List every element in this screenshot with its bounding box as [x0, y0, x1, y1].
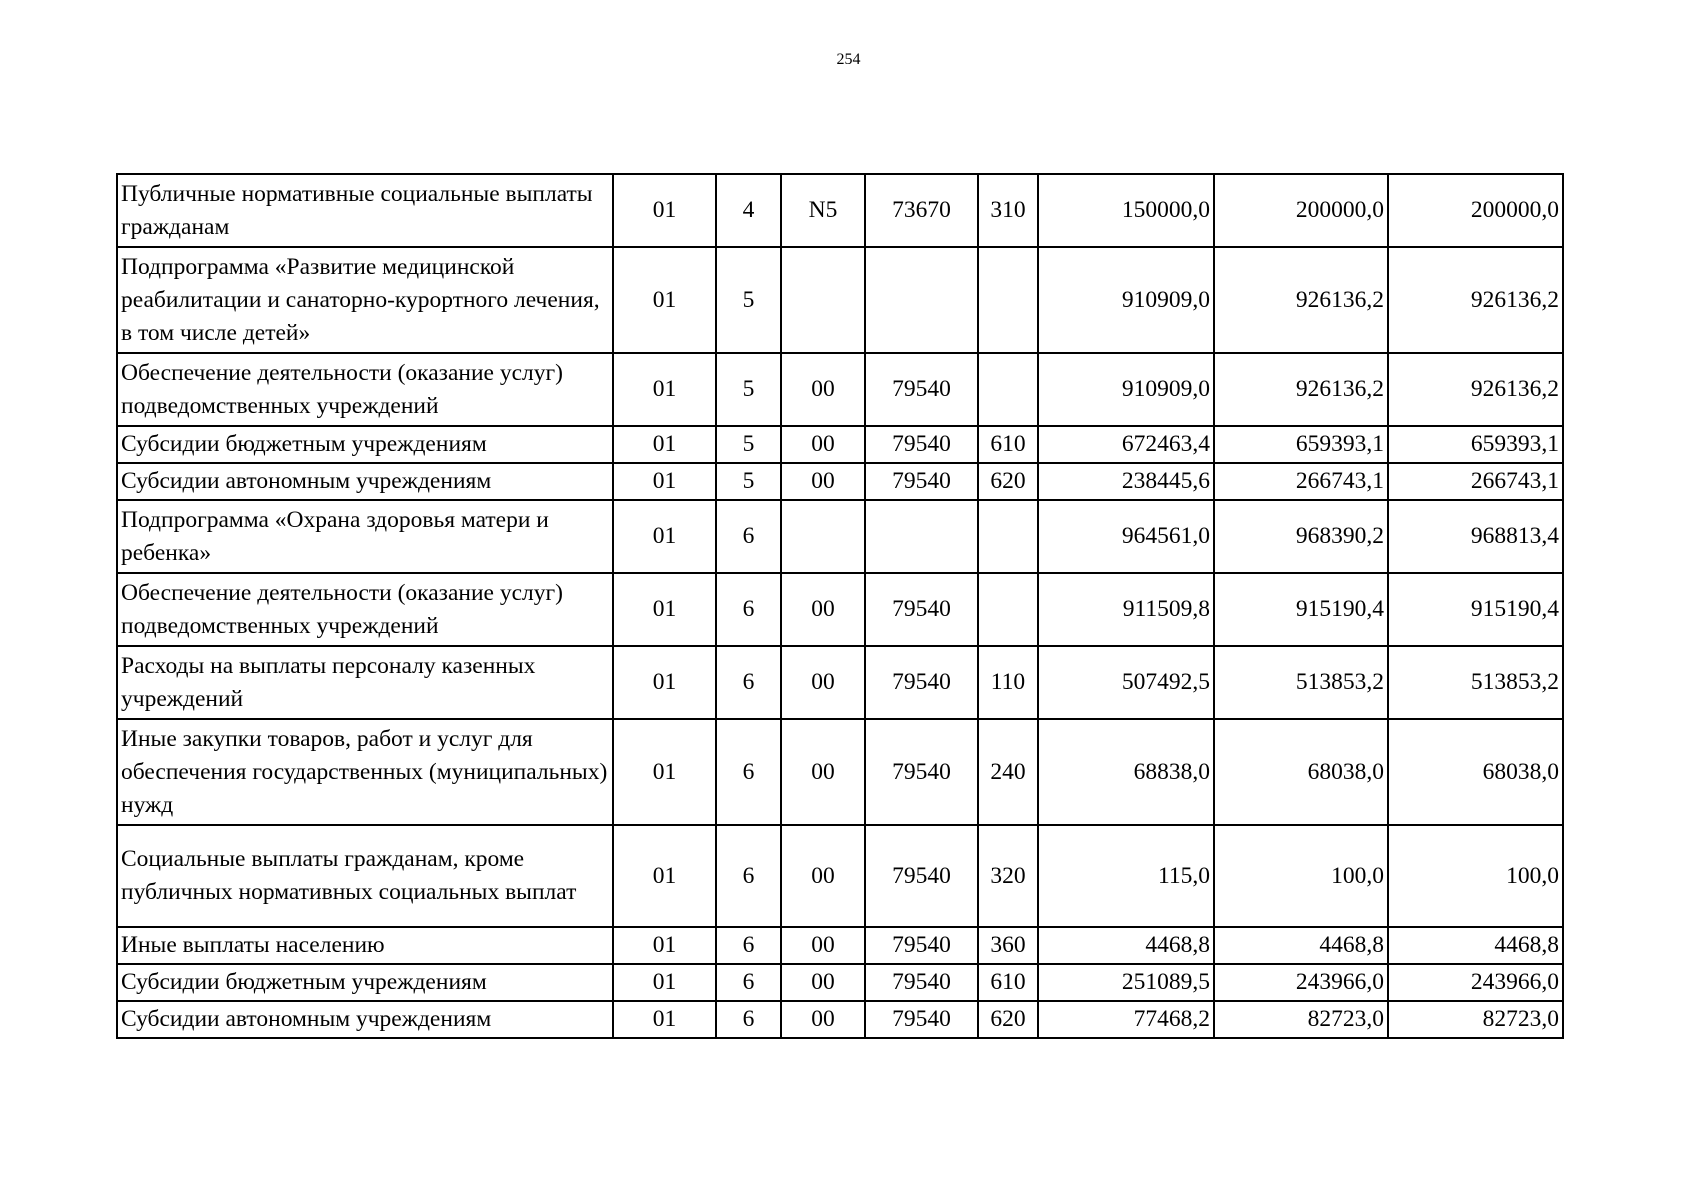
direction-code-cell: 79540 [865, 964, 978, 1001]
amount-year-2-cell: 926136,2 [1214, 247, 1388, 353]
row-name-cell: Субсидии автономным учреждениям [117, 463, 613, 500]
program-code-cell: 01 [613, 964, 716, 1001]
program-code-cell: 01 [613, 426, 716, 463]
amount-year-3-cell: 926136,2 [1388, 353, 1563, 426]
measure-code-cell: 00 [781, 353, 865, 426]
program-code-cell: 01 [613, 927, 716, 964]
budget-table-body [117, 174, 1563, 1038]
direction-code-cell: 79540 [865, 825, 978, 927]
subprogram-code-cell: 5 [716, 426, 781, 463]
subprogram-code-cell: 6 [716, 927, 781, 964]
table-row [117, 1001, 1563, 1038]
amount-year-3-cell: 68038,0 [1388, 719, 1563, 825]
amount-year-1-cell: 115,0 [1038, 825, 1214, 927]
row-name-cell: Публичные нормативные социальные выплаты гражданам [117, 174, 613, 247]
amount-year-3-cell: 926136,2 [1388, 247, 1563, 353]
amount-year-1-cell: 150000,0 [1038, 174, 1214, 247]
direction-code-cell: 79540 [865, 719, 978, 825]
amount-year-2-cell: 100,0 [1214, 825, 1388, 927]
measure-code-cell: 00 [781, 646, 865, 719]
amount-year-3-cell: 200000,0 [1388, 174, 1563, 247]
measure-code-cell: 00 [781, 719, 865, 825]
row-name-cell: Социальные выплаты гражданам, кроме публичных нормативных социальных выплат [117, 825, 613, 927]
row-name-cell: Расходы на выплаты персоналу казенных учреждений [117, 646, 613, 719]
amount-year-3-cell: 100,0 [1388, 825, 1563, 927]
program-code-cell: 01 [613, 463, 716, 500]
expense-type-cell [978, 573, 1038, 646]
amount-year-3-cell: 659393,1 [1388, 426, 1563, 463]
table-row [117, 573, 1563, 646]
amount-year-3-cell: 82723,0 [1388, 1001, 1563, 1038]
page-number: 254 [836, 51, 861, 68]
amount-year-2-cell: 68038,0 [1214, 719, 1388, 825]
table-row [117, 463, 1563, 500]
amount-year-2-cell: 82723,0 [1214, 1001, 1388, 1038]
amount-year-3-cell: 266743,1 [1388, 463, 1563, 500]
measure-code-cell [781, 500, 865, 573]
subprogram-code-cell: 6 [716, 573, 781, 646]
program-code-cell: 01 [613, 500, 716, 573]
expense-type-cell [978, 247, 1038, 353]
direction-code-cell: 79540 [865, 1001, 978, 1038]
table-row [117, 500, 1563, 573]
amount-year-1-cell: 672463,4 [1038, 426, 1214, 463]
expense-type-cell: 360 [978, 927, 1038, 964]
measure-code-cell: 00 [781, 463, 865, 500]
row-name-cell: Подпрограмма «Развитие медицинской реабилитации и санаторно-курортного лечения, в том числе детей» [117, 247, 613, 353]
expense-type-cell: 610 [978, 964, 1038, 1001]
row-name-cell: Иные выплаты населению [117, 927, 613, 964]
amount-year-1-cell: 68838,0 [1038, 719, 1214, 825]
amount-year-2-cell: 4468,8 [1214, 927, 1388, 964]
direction-code-cell: 73670 [865, 174, 978, 247]
measure-code-cell: 00 [781, 927, 865, 964]
row-name-cell: Субсидии бюджетным учреждениям [117, 964, 613, 1001]
subprogram-code-cell: 5 [716, 353, 781, 426]
expense-type-cell: 240 [978, 719, 1038, 825]
expense-type-cell: 620 [978, 463, 1038, 500]
direction-code-cell: 79540 [865, 463, 978, 500]
amount-year-1-cell: 507492,5 [1038, 646, 1214, 719]
program-code-cell: 01 [613, 174, 716, 247]
row-name-cell: Субсидии бюджетным учреждениям [117, 426, 613, 463]
expense-type-cell: 620 [978, 1001, 1038, 1038]
amount-year-1-cell: 238445,6 [1038, 463, 1214, 500]
expense-type-cell: 320 [978, 825, 1038, 927]
amount-year-2-cell: 200000,0 [1214, 174, 1388, 247]
amount-year-2-cell: 926136,2 [1214, 353, 1388, 426]
table-row [117, 353, 1563, 426]
expense-type-cell [978, 500, 1038, 573]
table-row [117, 927, 1563, 964]
subprogram-code-cell: 6 [716, 825, 781, 927]
amount-year-2-cell: 659393,1 [1214, 426, 1388, 463]
amount-year-3-cell: 513853,2 [1388, 646, 1563, 719]
amount-year-1-cell: 910909,0 [1038, 247, 1214, 353]
amount-year-2-cell: 266743,1 [1214, 463, 1388, 500]
expense-type-cell [978, 353, 1038, 426]
subprogram-code-cell: 5 [716, 247, 781, 353]
row-name-cell: Обеспечение деятельности (оказание услуг) подведомственных учреждений [117, 353, 613, 426]
amount-year-1-cell: 77468,2 [1038, 1001, 1214, 1038]
direction-code-cell [865, 247, 978, 353]
amount-year-3-cell: 968813,4 [1388, 500, 1563, 573]
row-name-cell: Подпрограмма «Охрана здоровья матери и ребенка» [117, 500, 613, 573]
row-name-cell: Субсидии автономным учреждениям [117, 1001, 613, 1038]
measure-code-cell: 00 [781, 825, 865, 927]
subprogram-code-cell: 6 [716, 500, 781, 573]
amount-year-1-cell: 964561,0 [1038, 500, 1214, 573]
amount-year-1-cell: 910909,0 [1038, 353, 1214, 426]
amount-year-2-cell: 513853,2 [1214, 646, 1388, 719]
direction-code-cell: 79540 [865, 426, 978, 463]
table-row [117, 174, 1563, 247]
program-code-cell: 01 [613, 247, 716, 353]
measure-code-cell: 00 [781, 573, 865, 646]
amount-year-1-cell: 911509,8 [1038, 573, 1214, 646]
direction-code-cell: 79540 [865, 353, 978, 426]
measure-code-cell [781, 247, 865, 353]
table-row [117, 646, 1563, 719]
amount-year-2-cell: 915190,4 [1214, 573, 1388, 646]
direction-code-cell: 79540 [865, 927, 978, 964]
subprogram-code-cell: 6 [716, 646, 781, 719]
measure-code-cell: 00 [781, 426, 865, 463]
subprogram-code-cell: 6 [716, 1001, 781, 1038]
expense-type-cell: 610 [978, 426, 1038, 463]
program-code-cell: 01 [613, 719, 716, 825]
program-code-cell: 01 [613, 573, 716, 646]
subprogram-code-cell: 6 [716, 719, 781, 825]
program-code-cell: 01 [613, 353, 716, 426]
table-row [117, 964, 1563, 1001]
expense-type-cell: 310 [978, 174, 1038, 247]
table-row [117, 719, 1563, 825]
measure-code-cell: N5 [781, 174, 865, 247]
amount-year-1-cell: 4468,8 [1038, 927, 1214, 964]
measure-code-cell: 00 [781, 964, 865, 1001]
amount-year-2-cell: 968390,2 [1214, 500, 1388, 573]
table-row [117, 825, 1563, 927]
amount-year-3-cell: 4468,8 [1388, 927, 1563, 964]
amount-year-3-cell: 243966,0 [1388, 964, 1563, 1001]
budget-table [116, 173, 1564, 1039]
subprogram-code-cell: 4 [716, 174, 781, 247]
expense-type-cell: 110 [978, 646, 1038, 719]
program-code-cell: 01 [613, 1001, 716, 1038]
program-code-cell: 01 [613, 646, 716, 719]
direction-code-cell: 79540 [865, 573, 978, 646]
program-code-cell: 01 [613, 825, 716, 927]
amount-year-2-cell: 243966,0 [1214, 964, 1388, 1001]
amount-year-1-cell: 251089,5 [1038, 964, 1214, 1001]
row-name-cell: Обеспечение деятельности (оказание услуг) подведомственных учреждений [117, 573, 613, 646]
amount-year-3-cell: 915190,4 [1388, 573, 1563, 646]
row-name-cell: Иные закупки товаров, работ и услуг для обеспечения государственных (муниципальных) нужд [117, 719, 613, 825]
direction-code-cell: 79540 [865, 646, 978, 719]
direction-code-cell [865, 500, 978, 573]
table-row [117, 247, 1563, 353]
table-row [117, 426, 1563, 463]
subprogram-code-cell: 6 [716, 964, 781, 1001]
subprogram-code-cell: 5 [716, 463, 781, 500]
measure-code-cell: 00 [781, 1001, 865, 1038]
